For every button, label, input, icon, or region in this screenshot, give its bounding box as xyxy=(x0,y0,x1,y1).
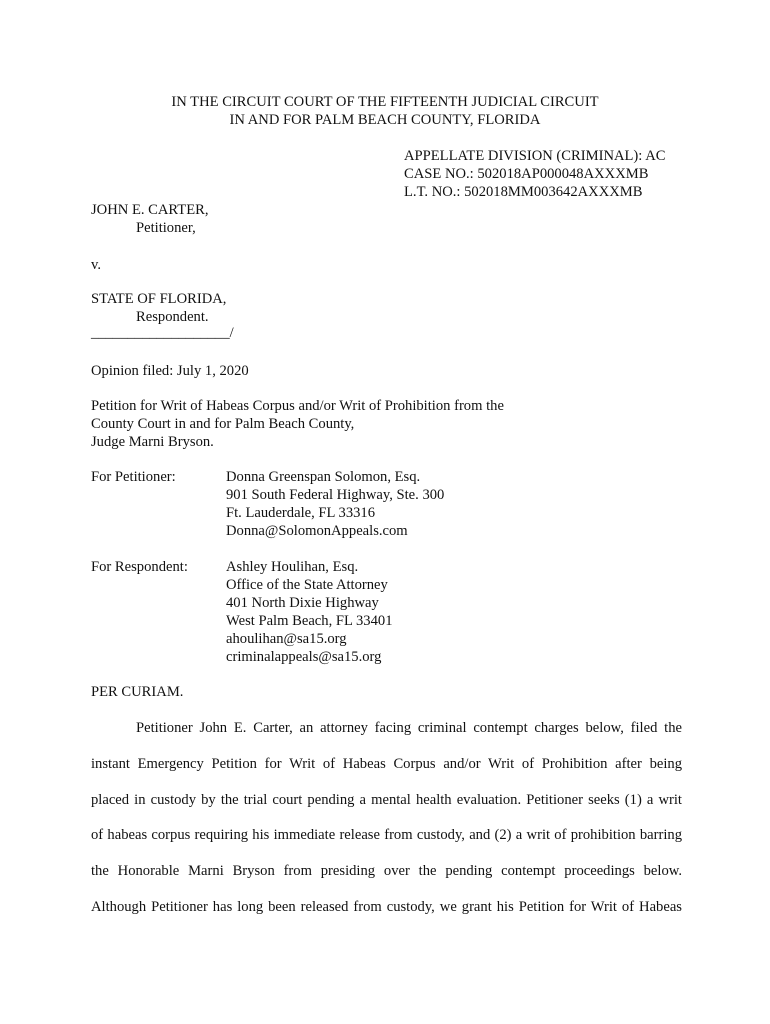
court-title-line-1: IN THE CIRCUIT COURT OF THE FIFTEENTH JUDICIAL CIRCUIT xyxy=(171,94,599,110)
petition-description xyxy=(91,397,504,451)
counsel-email: criminalappeals@sa15.org xyxy=(226,649,382,665)
caption-signature-line: ___________________/ xyxy=(91,325,234,341)
lower-tribunal-number: L.T. NO.: 502018MM003642AXXXMB xyxy=(404,184,643,200)
court-title-line-2: IN AND FOR PALM BEACH COUNTY, FLORIDA xyxy=(229,112,541,128)
counsel-line: 401 North Dixie Highway xyxy=(226,595,379,611)
opinion-body-line: Although Petitioner has long been released from custody, we grant his Petition for Writ of Habeas xyxy=(91,899,682,915)
appellate-division: APPELLATE DIVISION (CRIMINAL): AC xyxy=(404,148,666,164)
respondent-role: Respondent. xyxy=(136,309,209,325)
counsel-line: 901 South Federal Highway, Ste. 300 xyxy=(226,487,445,503)
respondent-name: STATE OF FLORIDA, xyxy=(91,291,227,307)
opinion-body-line: the Honorable Marni Bryson from presiding over the pending contempt proceedings below. xyxy=(91,863,682,879)
petition-description-line: Judge Marni Bryson. xyxy=(91,434,214,450)
per-curiam-heading: PER CURIAM. xyxy=(91,684,184,700)
petitioner-name: JOHN E. CARTER, xyxy=(91,202,209,218)
petitioner-counsel-details xyxy=(226,468,444,540)
petition-description-line: County Court in and for Palm Beach County, xyxy=(91,416,355,432)
respondent-counsel-label: For Respondent: xyxy=(91,559,188,575)
counsel-line: Ashley Houlihan, Esq. xyxy=(226,559,359,575)
counsel-for-petitioner xyxy=(0,468,770,548)
petitioner-role: Petitioner, xyxy=(136,220,196,236)
respondent-counsel-details xyxy=(226,558,393,666)
case-number: CASE NO.: 502018AP000048AXXXMB xyxy=(404,166,649,182)
opinion-body-line: Petitioner John E. Carter, an attorney facing criminal contempt charges below, filed the xyxy=(136,720,682,736)
petitioner-counsel-label: For Petitioner: xyxy=(91,469,176,485)
counsel-email: Donna@SolomonAppeals.com xyxy=(226,523,408,539)
opinion-body-line: placed in custody by the trial court pending a mental health evaluation. Petitioner seeks (1) a writ xyxy=(91,792,682,808)
opinion-filed-date: Opinion filed: July 1, 2020 xyxy=(91,363,249,379)
counsel-line: Donna Greenspan Solomon, Esq. xyxy=(226,469,421,485)
case-info xyxy=(404,147,665,201)
counsel-line: West Palm Beach, FL 33401 xyxy=(226,613,393,629)
counsel-line: Office of the State Attorney xyxy=(226,577,388,593)
opinion-body-line: instant Emergency Petition for Writ of Habeas Corpus and/or Writ of Prohibition after being xyxy=(91,756,682,772)
counsel-email: ahoulihan@sa15.org xyxy=(226,631,347,647)
counsel-line: Ft. Lauderdale, FL 33316 xyxy=(226,505,376,521)
petition-description-line: Petition for Writ of Habeas Corpus and/or Writ of Prohibition from the xyxy=(91,398,504,414)
opinion-body-line: of habeas corpus requiring his immediate release from custody, and (2) a writ of prohibition barring xyxy=(91,827,682,843)
counsel-for-respondent xyxy=(0,558,770,670)
versus: v. xyxy=(91,257,101,273)
